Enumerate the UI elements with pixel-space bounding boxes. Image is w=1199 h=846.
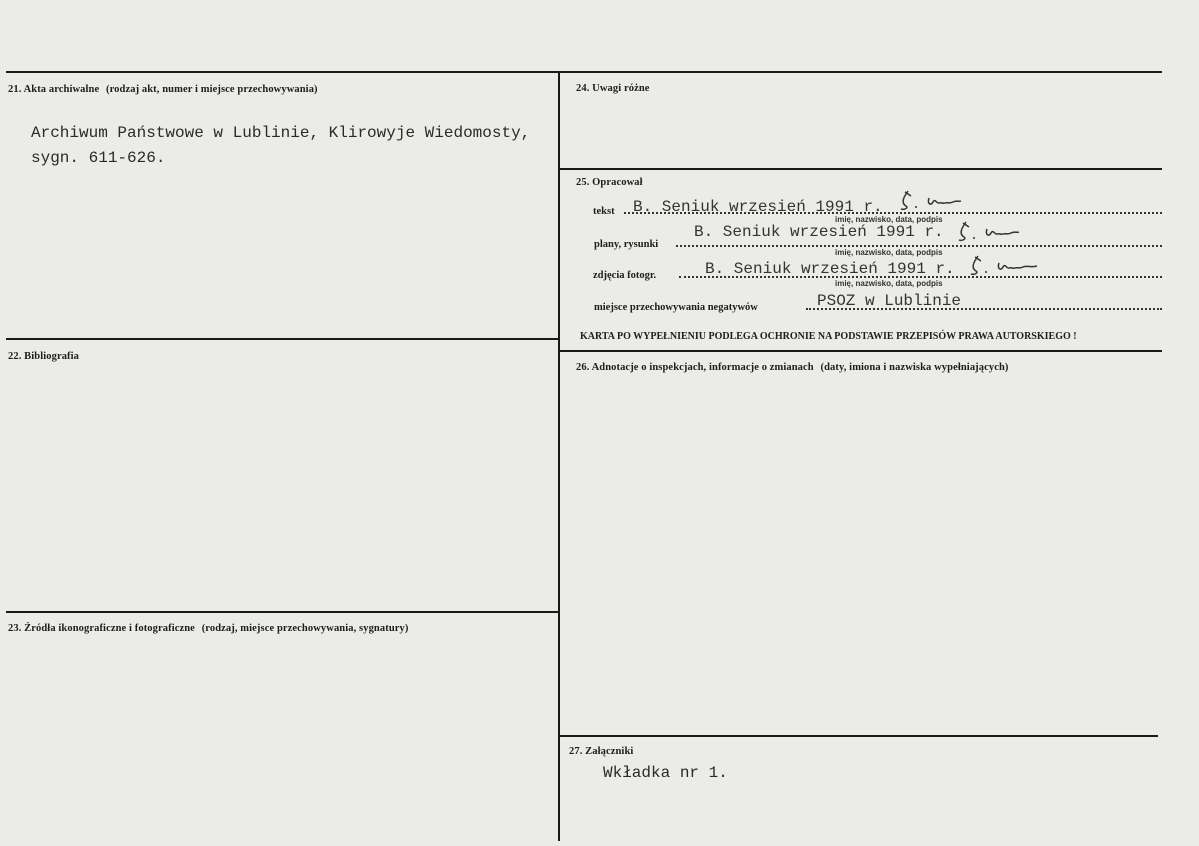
row-plany-label: plany, rysunki — [594, 239, 659, 250]
section-26-label — [576, 362, 1009, 373]
section-27-label: 27. Załączniki — [569, 746, 634, 757]
copyright-warning: KARTA PO WYPEŁNIENIU PODLEGA OCHRONIE NA PODSTAWIE PRZEPISÓW PRAWA AUTORSKIEGO ! — [580, 331, 1077, 342]
row-zdjecia-value: B. Seniuk wrzesień 1991 r. — [705, 260, 955, 278]
row-plany-caption: imię, nazwisko, data, podpis — [835, 248, 943, 257]
top-rule — [6, 71, 1162, 73]
row-negatywy-value: PSOZ w Lublinie — [817, 292, 962, 310]
section-24-label: 24. Uwagi różne — [576, 83, 650, 94]
row-plany-value: B. Seniuk wrzesień 1991 r. — [694, 223, 944, 241]
signature-tekst — [897, 188, 967, 212]
section-25-label: 25. Opracował — [576, 177, 643, 188]
section-21-title: 21. Akta archiwalne — [8, 84, 100, 95]
row-plany-dotted-line — [676, 245, 1162, 247]
divider-26-27 — [560, 735, 1158, 737]
row-tekst-value: B. Seniuk wrzesień 1991 r. — [633, 198, 883, 216]
row-negatywy-label: miejsce przechowywania negatywów — [594, 302, 758, 313]
divider-24-25 — [560, 168, 1162, 170]
section-22-label: 22. Bibliografia — [8, 351, 80, 362]
section-23-title: 23. Źródła ikonograficzne i fotograficzne — [8, 623, 195, 634]
row-zdjecia-label: zdjęcia fotogr. — [593, 270, 657, 281]
section-23-hint: (rodzaj, miejsce przechowywania, sygnatury) — [201, 623, 409, 634]
row-tekst-label: tekst — [593, 206, 615, 217]
divider-22-23 — [6, 611, 559, 613]
section-23-label — [8, 623, 408, 634]
center-divider — [558, 71, 560, 841]
signature-plany — [955, 219, 1025, 243]
section-27-content: Wkładka nr 1. — [603, 764, 728, 782]
divider-21-22 — [6, 338, 559, 340]
section-21-content-line2: sygn. 611-626. — [31, 149, 166, 167]
row-zdjecia-caption: imię, nazwisko, data, podpis — [835, 279, 943, 288]
section-26-hint: (daty, imiona i nazwiska wypełniających) — [820, 362, 1009, 373]
signature-zdjecia — [967, 253, 1042, 277]
section-21-hint: (rodzaj akt, numer i miejsce przechowywania) — [106, 84, 318, 95]
row-tekst-caption: imię, nazwisko, data, podpis — [835, 215, 943, 224]
section-26-title: 26. Adnotacje o inspekcjach, informacje o zmianach — [576, 362, 814, 373]
section-21-content-line1: Archiwum Państwowe w Lublinie, Klirowyje Wiedomosty, — [31, 124, 531, 142]
divider-25-26 — [560, 350, 1162, 352]
section-21-label — [8, 84, 318, 95]
